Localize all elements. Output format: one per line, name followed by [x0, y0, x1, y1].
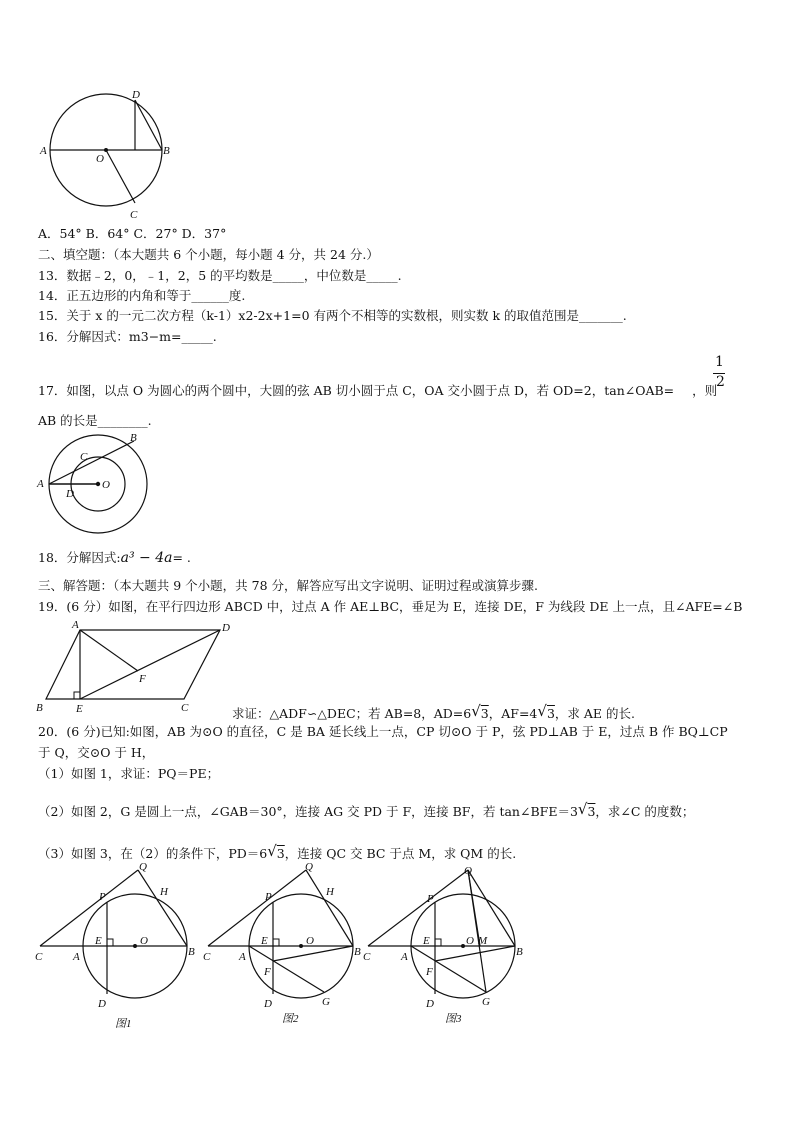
label-o: O — [466, 935, 474, 947]
sqrt-sign: √ — [471, 702, 481, 720]
label-c: C — [181, 702, 189, 714]
q20-part2-b: ，求∠C 的度数； — [595, 804, 695, 819]
q20-text-b: 于 Q，交⊙O 于 H， — [38, 745, 155, 760]
q16-text: 16．分解因式：m3−m=_____. — [38, 329, 217, 344]
q20-part3-b: ，连接 QC 交 BC 于点 M，求 QM 的长. — [284, 846, 517, 861]
label-q: Q — [464, 865, 472, 877]
label-h: H — [326, 886, 334, 898]
q20-figure-2 — [200, 862, 372, 1032]
q13-text: 13．数据﹣2，0，﹣1，2，5 的平均数是_____，中位数是_____. — [38, 268, 402, 283]
q17-text-b: ，则 — [692, 383, 718, 398]
q17-fraction-numerator: 1 — [715, 354, 724, 370]
label-p: P — [99, 891, 106, 903]
q14-text: 14．正五边形的内角和等于______度. — [38, 288, 246, 303]
label-b: B — [130, 432, 137, 444]
label-f: F — [426, 966, 433, 978]
label-p: P — [427, 893, 434, 905]
label-d: D — [222, 622, 230, 634]
q19-parallelogram-figure — [34, 616, 239, 716]
label-a: A — [401, 951, 408, 963]
label-a: A — [40, 145, 47, 157]
label-a: A — [73, 951, 80, 963]
q12-choices: A．54° B．64° C．27° D．37° — [38, 226, 227, 241]
section2-heading: 二、填空题：（本大题共 6 个小题，每小题 4 分，共 24 分.） — [38, 247, 379, 262]
label-f: F — [139, 673, 146, 685]
q20-part1: （1）如图 1，求证：PQ＝PE； — [38, 766, 220, 781]
q12-circle-figure — [36, 84, 186, 219]
label-d: D — [66, 488, 74, 500]
label-a: A — [239, 951, 246, 963]
q17-text-c: AB 的长是________. — [38, 413, 152, 428]
label-c: C — [203, 951, 211, 963]
label-a: A — [72, 619, 79, 631]
label-e: E — [95, 935, 102, 947]
section3-heading: 三、解答题：（本大题共 9 个小题，共 78 分，解答应写出文字说明、证明过程或演算步骤. — [38, 578, 538, 593]
q17-text — [38, 383, 717, 399]
figure-caption: 图2 — [282, 1013, 299, 1025]
label-d: D — [132, 89, 140, 101]
label-o: O — [140, 935, 148, 947]
q20-part3-a: （3）如图 3，在（2）的条件下，PD＝6 — [38, 846, 268, 861]
q20-radicand-1: 3 — [587, 804, 596, 819]
sqrt-sign: √ — [267, 842, 277, 860]
label-c: C — [130, 209, 138, 219]
label-e: E — [76, 703, 83, 715]
q18-prefix: 18．分解因式: — [38, 550, 121, 565]
label-d: D — [426, 998, 434, 1010]
label-h: H — [160, 886, 168, 898]
label-c: C — [80, 451, 88, 463]
label-a: A — [37, 478, 44, 490]
label-g: G — [322, 996, 330, 1008]
label-o: O — [306, 935, 314, 947]
q19-radicand-1: 3 — [480, 706, 489, 721]
label-d: D — [264, 998, 272, 1010]
q17-fraction-denominator: 2 — [716, 374, 725, 390]
label-m: M — [478, 935, 488, 947]
label-q: Q — [139, 862, 147, 873]
label-c: C — [35, 951, 43, 963]
label-g: G — [482, 996, 490, 1008]
label-f: F — [264, 966, 271, 978]
label-b: B — [188, 946, 195, 958]
q20-part2-a: （2）如图 2，G 是圆上一点，∠GAB＝30°，连接 AG 交 PD 于 F，连接 BF，若 tan∠BFE＝3 — [38, 804, 578, 819]
label-o: O — [96, 153, 104, 165]
label-b: B — [516, 946, 523, 958]
q19-proof-a: 求证：△ADF∽△DEC；若 AB=8，AD=6 — [232, 706, 472, 721]
q18-text — [38, 550, 191, 566]
label-e: E — [423, 935, 430, 947]
q17-text-a: 17．如图，以点 O 为圆心的两个圆中，大圆的弦 AB 切小圆于点 C，OA 交小圆于点 D，若 OD=2，tan∠OAB= — [38, 383, 675, 398]
q20-text-a: 20．(6 分)已知:如图，AB 为⊙O 的直径，C 是 BA 延长线上一点，CP 切⊙O 于 P，弦 PD⊥AB 于 E，过点 B 作 BQ⊥CP — [38, 724, 728, 739]
label-c: C — [363, 951, 371, 963]
label-b: B — [36, 702, 43, 714]
label-b: B — [163, 145, 170, 157]
q15-text: 15．关于 x 的一元二次方程（k-1）x2-2x+1=0 有两个不相等的实数根，则实数 k 的取值范围是_______. — [38, 308, 627, 323]
sqrt-sign: √ — [537, 702, 547, 720]
label-e: E — [261, 935, 268, 947]
q20-figure-3 — [360, 862, 532, 1032]
figure-caption: 图3 — [445, 1013, 462, 1025]
q19-proof-b: ，AF=4 — [488, 706, 538, 721]
label-o: O — [102, 479, 110, 491]
q17-concentric-circles-figure — [34, 430, 159, 535]
q18-expression: a³ − 4a — [120, 550, 173, 566]
q19-proof-c: ，求 AE 的长. — [554, 706, 635, 721]
q20-radicand-2: 3 — [276, 846, 285, 861]
q20-figure-1 — [32, 862, 204, 1032]
label-b: B — [354, 946, 361, 958]
q20-part2 — [38, 801, 694, 820]
figure-caption: 图1 — [115, 1018, 132, 1030]
label-q: Q — [305, 862, 313, 873]
q20-part3 — [38, 843, 516, 862]
label-p: P — [265, 891, 272, 903]
q19-text: 19．(6 分）如图，在平行四边形 ABCD 中，过点 A 作 AE⊥BC，垂足为 E，连接 DE，F 为线段 DE 上一点，且∠AFE=∠B — [38, 599, 743, 614]
sqrt-sign: √ — [577, 800, 588, 818]
q18-suffix: = . — [172, 550, 191, 565]
q19-radicand-2: 3 — [546, 706, 555, 721]
q19-proof-statement — [232, 703, 635, 722]
label-d: D — [98, 998, 106, 1010]
